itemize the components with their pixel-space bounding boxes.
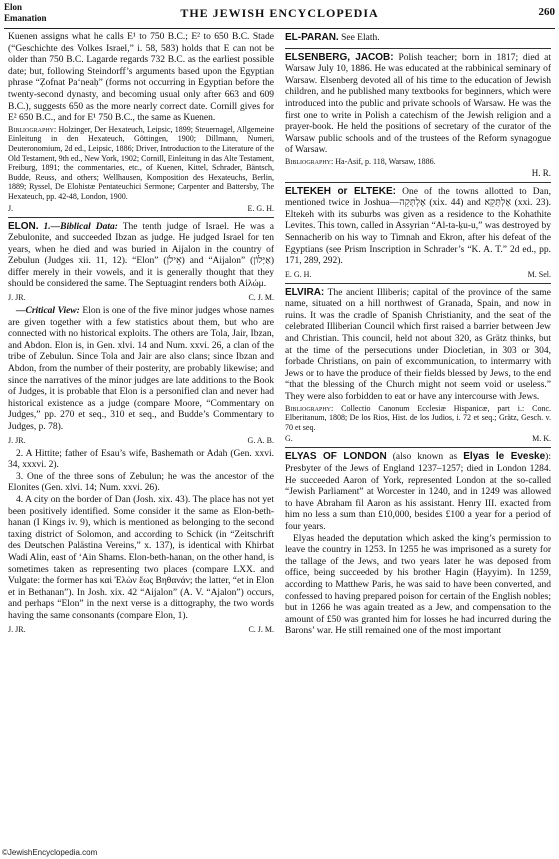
entry-eltekeh — [285, 186, 551, 268]
entry-text: (also known as — [386, 452, 464, 463]
entry-elyas-of-london — [285, 451, 551, 533]
signature-line — [8, 624, 274, 635]
header-guide-first: Elon — [4, 2, 23, 12]
entry-divider — [285, 48, 551, 49]
bibliography-label: Bibliography: — [285, 403, 334, 413]
bibliography-text: Holzinger, Der Hexateuch, Leipsic, 1899; Steuernagel, Allgemeine Einleitung in den Hexateuch, Göttingen, 1900; Dillmann, Numeri, Deuteronomium, 2d ed., Leipsic, 1886; Driver, Introduction to the Literature of the Old Testament, 9th ed., New York, 1902; Cornill, Einleitung in das Alte Testament, Freiburg, 1891; the commentaries, etc., of Kuenen, Kittel, Schrader, Bäntsch, Budde, Reuss, and others; Wellhausen, Komposition des Hexateuchs, Berlin, 1889; Ryssel, De Elohistæ Pentateuchici Sermone; Carpenter and Battersby, The Hexateuch, pp. 42-48, London, 1900. — [8, 124, 274, 201]
subheading-biblical-data: 1.—Biblical Data: — [38, 221, 118, 232]
entry-text: Elon is one of the five minor judges whose names are given together with a few statistics about them, but who are connected with no historical exploits. The others are Tola, Jair, Ibzan, and Abdon. Elon is, in Gen. xlvi. 14 and Num. xxvi. 26, a clan of the tribe of Zebulun. Since Tola and Jair are also clans; since Ibzan and Abdon, from the number of their posterity, are probably likewise; and since the narratives of the minor judges are late additions to the Book of Judges, it is probable that Elon is a personified clan and never had historical existence as a judge (compare Moore, “Commentary on Judges,” pp. 270 et seq., 310 et seq., and Budde’s Commentary to Judges, p. 78). — [8, 306, 274, 432]
elyas-paragraph-2: Elyas headed the deputation which asked the king’s permission to leave the country in 1253. In 1255 he was imprisoned as a surety for the tallage of the Jews, and two years later he was deposed from office, being succeeded by his brother Hagin (Ḥayyim). In 1259, according to Matthew Paris, he was said to have been converted, and confessed to having prepared poison for certain of the English nobles; but in 1266 he was again treated as a Jew, and compensation to the amount of £50 was granted him for losses he had incurred during the Barons’ war. He still remained one of the most important — [285, 533, 551, 637]
elon-sense-4: 4. A city on the border of Dan (Josh. xix. 43). The place has not yet been positively identified. Some consider it the same as Elon-beth-hanan (I Kings iv. 9), which is mentioned as belonging to the second taxing district of Solomon, and according to Schick (in “Zeitschrift des Deutschen Palästina Vereins,” x. 137), is identical with Khirbat Wadi Alin, east of ‘Ain Shams. Elon-beth-hanan, on the other hand, is sometimes taken as representing two places (compare LXX. and Vulgate: the former has καὶ Ἐλὼν ἕως Βηθανάν; the latter, “et in Elon et in Bethanan”). In Josh. xix. 42 “Aijalon” (A. V. “Ajalon”) occurs, and perhaps “Elon” in the next verse is a dittography, the two words having the same consonants (compare Elon, 1). — [8, 494, 274, 621]
signature-right: C. J. M. — [248, 293, 274, 303]
signature-left: J. JR. — [8, 435, 26, 445]
entry-text: The tenth judge of Israel. He was a Zebulonite, and succeeded Ibzan as judge. He judged Israel for ten years, when he died and was buried in Aijalon in the country of Zebulun (Judges xii. 11, 12). “Elon” (אֵילֹן) and “Aijalon” (אַיָּלוֹן) differ merely in their vowels, and it is generally thought that they should be considered the same. The Septuagint renders both Αἰλώμ. — [8, 221, 274, 290]
entry-el-paran — [285, 32, 551, 45]
entry-divider — [8, 217, 274, 218]
entry-title-elsenberg: ELSENBERG, JACOB: — [285, 51, 394, 63]
entry-elon — [8, 221, 274, 292]
cross-reference: See Elath. — [338, 33, 380, 43]
signature-right: M. Sel. — [527, 269, 551, 279]
signature-line — [285, 168, 551, 179]
signature-line — [285, 269, 551, 280]
entry-text: Polish teacher; born in 1817; died at Warsaw July 10, 1886. He was educated at the rabbinical seminary of Warsaw. Elsenberg devoted all of his time to the education of Jewish children, and he published many textbooks for beginners, which were introduced into the public and private schools of Warsaw. He was the first one to write in Polish a catechism of the Jewish religion and a prayer-book. He held the positions of secretary of the curator of the Warsaw public schools and of the trustees of the Reform synagogue of Warsaw. — [285, 52, 551, 156]
copyright-footer: ©JewishEncyclopedia.com — [2, 848, 98, 857]
bibliography-hexateuch — [8, 125, 274, 202]
entry-divider — [285, 283, 551, 284]
entry-title-elon: ELON. — [8, 220, 39, 232]
page-header — [4, 2, 555, 29]
right-column — [285, 32, 551, 844]
elon-sense-3: 3. One of the three sons of Zebulun; he was the ancestor of the Elonites (Gen. xlvi. 14; Num. xxvi. 26). — [8, 471, 274, 494]
bibliography-label: Bibliography: — [285, 156, 334, 166]
entry-title-el-paran: EL-PARAN. — [285, 32, 339, 43]
subheading-critical-view: —Critical View: — [16, 306, 80, 317]
entry-divider — [285, 447, 551, 448]
signature-line — [8, 203, 274, 214]
bibliography-label: Bibliography: — [8, 124, 57, 134]
header-title: THE JEWISH ENCYCLOPEDIA — [180, 6, 379, 20]
bibliography-elsenberg — [285, 157, 551, 167]
signature-line — [8, 292, 274, 303]
bibliography-text: Ha-Asif, p. 118, Warsaw, 1886. — [333, 156, 436, 166]
signature-right: G. A. B. — [247, 435, 274, 445]
entry-divider — [285, 182, 551, 183]
signature-right: M. K. — [532, 434, 551, 444]
elon-critical-view — [8, 306, 274, 434]
signature-line — [285, 433, 551, 444]
signature-left: J. JR. — [8, 293, 26, 303]
entry-elsenberg — [285, 52, 551, 157]
bibliography-elvira — [285, 404, 551, 433]
entry-text: The ancient Illiberis; capital of the province of the same name, situated on a hill northwest of Granada, Spain, and now in ruins. It was the cradle of Spanish Christianity, and the seat of the celebrated Illiberian Council which first raised a barrier between Jew and Christian. This council, held not about 320, as Grätz thinks, but at the time of the persecutions under Diocletian, in 303 or 304, forbade Christians, on pain of excommunication, to intermarry with Jews or to have the produce of their fields blessed by Jews, to the end “that the blessing of the Church might not seem void or useless.” They were also forbidden to eat or have any intercourse with Jews. — [285, 287, 551, 403]
signature-line — [8, 435, 274, 446]
entry-elvira — [285, 287, 551, 404]
signature-right: E. G. H. — [247, 203, 274, 213]
entry-title-elyas: ELYAS OF LONDON — [285, 451, 387, 463]
header-guide-last: Emanation — [4, 13, 47, 23]
hexateuch-dating-paragraph: Kuenen assigns what he calls E¹ to 750 B.C.; E² to 650 B.C. Stade (“Geschichte des Volkes Israel,” i. 58, 583) holds that E can not be older than 750 B.C. Lagarde regards 732 B.C. as the earliest possible date; but, following Steindorff’s arguments based upon the Egyptian phrase “Ẓofnat Pa‘neaḥ” (forms not occurring in Egyptian before the twenty-second dynasty, and becoming usual only after 663 and 609 B.C.), suggests 650 as the more nearly correct date. Cornill gives for E² 650 B.C., and for E¹ 750 B.C., the same as Kuenen. — [8, 32, 274, 124]
signature-right: H. R. — [531, 167, 551, 178]
signature-left: E. G. H. — [285, 269, 312, 279]
entry-text: ): Presbyter of the Jews of England 1237–1257; died in London 1284. He succeeded Aaron of York, represented London at the so-called “Jewish Parliament” at Worcester in 1240, and in 1249 was allowed to have Abraham fil Aaron as his assistant. Henry III. exacted from him no less a sum than £10,000, besides £100 a year for a period of four years. — [285, 452, 551, 532]
signature-left: J. — [8, 203, 14, 213]
signature-left: G. — [285, 434, 293, 444]
header-page-number: 260 — [538, 6, 555, 18]
entry-title-elvira: ELVIRA: — [285, 286, 325, 298]
entry-text: One of the towns allotted to Dan, mentioned twice in Joshua—אֶלְתְּקֵה (xix. 44) and אֶלְתְּקֵא (xxi. 23). Eltekeh with its suburbs was given as a residence to the Kohathite Levites. This town, called in Assyrian “Al-ta-ḳu-u,” was destroyed by Sennacherib on his way to Timnah and Ekron, after his defeat of the Egyptians (see Prism Inscription in Schrader’s “K. A. T.” 2d ed., pp. 171, 289, 292). — [285, 186, 551, 267]
signature-left: J. JR. — [8, 624, 26, 634]
entry-alt-name: Elyas le Eveske — [463, 451, 546, 463]
bibliography-text: Collectio Canonum Ecclesiæ Hispanicæ, part i.: Conc. Elberitanum, 1808; De los Rios, Hist. de los Judios, i. 72 et seq.; Grätz, Gesch. v. 70 et seq. — [285, 403, 551, 432]
entry-title-eltekeh: ELTEKEH or ELTEKE: — [285, 185, 397, 197]
left-column — [8, 32, 274, 844]
elon-sense-2: 2. A Hittite; father of Esau’s wife, Bashemath or Adah (Gen. xxvi. 34, xxxvi. 2). — [8, 448, 274, 471]
signature-right: C. J. M. — [248, 624, 274, 634]
